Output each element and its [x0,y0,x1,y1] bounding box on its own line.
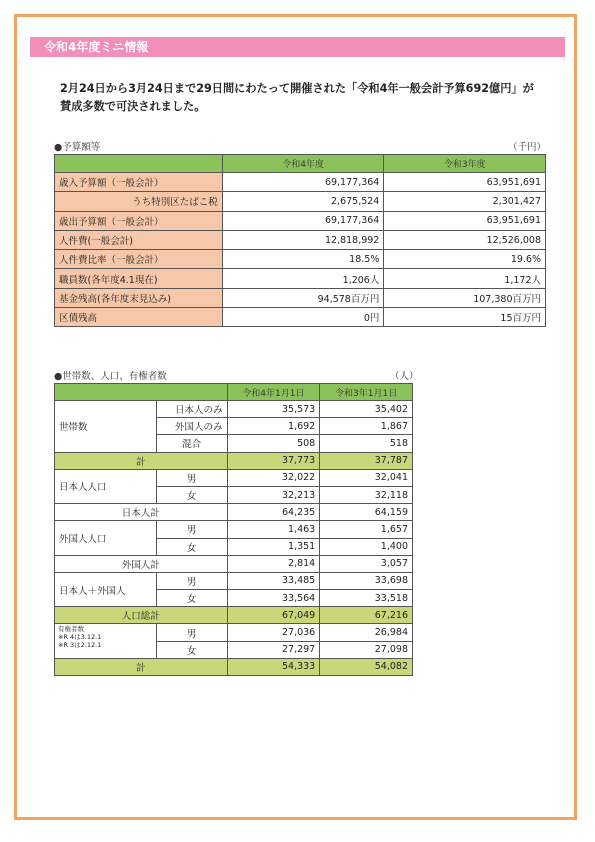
pop-header-blank [55,384,228,401]
value-r4: 1,463 [227,521,320,538]
value-r4: 27,297 [227,641,320,658]
value-r3: 107,380百万円 [384,288,546,307]
total-label: 日本人計 [55,504,228,521]
population-table [54,383,413,676]
table-row [55,192,546,211]
sub-label: 混合 [156,435,227,452]
voters-note-r3: ※R 3は2.12.1 [58,641,102,650]
value-r3: 3,057 [320,555,413,572]
row-label: 歳入予算額（一般会計） [55,173,223,192]
total-row [55,504,413,521]
sub-label: 日本人のみ [156,401,227,418]
subtotal-label: 計 [55,658,228,675]
value-r3: 15百万円 [384,308,546,327]
value-r4: 2,675,524 [222,192,384,211]
subtotal-row [55,452,413,469]
value-r4: 69,177,364 [222,173,384,192]
value-r3: 1,867 [320,418,413,435]
table-row [55,269,546,288]
row-label: 職員数(各年度4.1現在) [55,269,223,288]
sub-label: 男 [156,521,227,538]
table-row [55,624,413,641]
value-r3: 63,951,691 [384,211,546,230]
value-r3: 518 [320,435,413,452]
pop-col-r3: 令和3年1月1日 [320,384,413,401]
table-row [55,230,546,249]
group-label: 日本人＋外国人 [55,572,157,606]
value-r3: 1,172人 [384,269,546,288]
sub-label: 女 [156,538,227,555]
value-r4: 12,818,992 [222,230,384,249]
value-r3: 33,698 [320,572,413,589]
group-label: 日本人人口 [55,469,157,503]
budget-header-row [55,155,546,173]
table-row [55,469,413,486]
households-label: 世帯数 [55,401,157,453]
population-title: ●世帯数、人口、有権者数 [54,371,167,382]
value-r3: 63,951,691 [384,173,546,192]
subtotal-row [55,607,413,624]
value-r4: 33,564 [227,590,320,607]
value-r4: 508 [227,435,320,452]
table-row [55,401,413,418]
value-r4: 1,206人 [222,269,384,288]
total-label: 外国人計 [55,555,228,572]
value-r3: 12,526,008 [384,230,546,249]
row-label: 区債残高 [55,308,223,327]
value-r4: 69,177,364 [222,211,384,230]
value-r3: 64,159 [320,504,413,521]
voters-title: 有権者数 [58,625,84,634]
population-unit: （人） [390,371,419,382]
table-row [55,288,546,307]
value-r4: 32,213 [227,486,320,503]
group-label: 外国人人口 [55,521,157,555]
table-row [55,572,413,589]
value-r3: 33,518 [320,590,413,607]
intro-line-1: 2月24日から3月24日まで29日間にわたって開催された「令和4年一般会計予算692億円」が [60,82,534,95]
value-r4: 67,049 [227,607,320,624]
value-r4: 35,573 [227,401,320,418]
value-r4: 33,485 [227,572,320,589]
budget-col-r4: 令和4年度 [222,155,384,173]
value-r3: 1,400 [320,538,413,555]
population-header-row [55,384,413,401]
sub-label: 外国人のみ [156,418,227,435]
intro-text [60,80,560,116]
value-r3: 37,787 [320,452,413,469]
table-row [55,308,546,327]
subtotal-row [55,658,413,675]
total-row [55,555,413,572]
table-row [55,521,413,538]
sub-label: 男 [156,624,227,641]
value-r3: 35,402 [320,401,413,418]
voters-note-r4: ※R 4は3.12.1 [58,633,102,642]
value-r3: 32,118 [320,486,413,503]
value-r4: 0円 [222,308,384,327]
budget-table [54,154,546,327]
value-r3: 2,301,427 [384,192,546,211]
row-label: 歳出予算額（一般会計） [55,211,223,230]
sub-label: 男 [156,572,227,589]
row-label: 人件費比率（一般会計） [55,250,223,269]
value-r4: 2,814 [227,555,320,572]
value-r3: 32,041 [320,469,413,486]
table-row [55,250,546,269]
subtotal-label: 計 [55,452,228,469]
value-r3: 26,984 [320,624,413,641]
table-row [55,211,546,230]
voters-label [55,624,157,658]
row-label: 人件費(一般会計) [55,230,223,249]
budget-header-blank [55,155,223,173]
value-r4: 64,235 [227,504,320,521]
sub-label: 女 [156,486,227,503]
value-r4: 1,692 [227,418,320,435]
sub-label: 男 [156,469,227,486]
value-r4: 27,036 [227,624,320,641]
value-r4: 32,022 [227,469,320,486]
budget-unit: （千円） [508,142,547,153]
sub-label: 女 [156,641,227,658]
subtotal-label: 人口総計 [55,607,228,624]
row-label: うち特別区たばこ税 [55,192,223,211]
value-r4: 37,773 [227,452,320,469]
value-r4: 1,351 [227,538,320,555]
value-r3: 67,216 [320,607,413,624]
table-row [55,173,546,192]
value-r3: 54,082 [320,658,413,675]
value-r4: 94,578百万円 [222,288,384,307]
value-r3: 19.6% [384,250,546,269]
budget-col-r3: 令和3年度 [384,155,546,173]
value-r3: 1,657 [320,521,413,538]
section-header: 令和4年度ミニ情報 [30,37,565,57]
value-r3: 27,098 [320,641,413,658]
sub-label: 女 [156,590,227,607]
intro-line-2: 賛成多数で可決されました。 [60,100,206,113]
value-r4: 18.5% [222,250,384,269]
budget-title: ●予算額等 [54,142,101,153]
row-label: 基金残高(各年度末見込み) [55,288,223,307]
pop-col-r4: 令和4年1月1日 [227,384,320,401]
value-r4: 54,333 [227,658,320,675]
